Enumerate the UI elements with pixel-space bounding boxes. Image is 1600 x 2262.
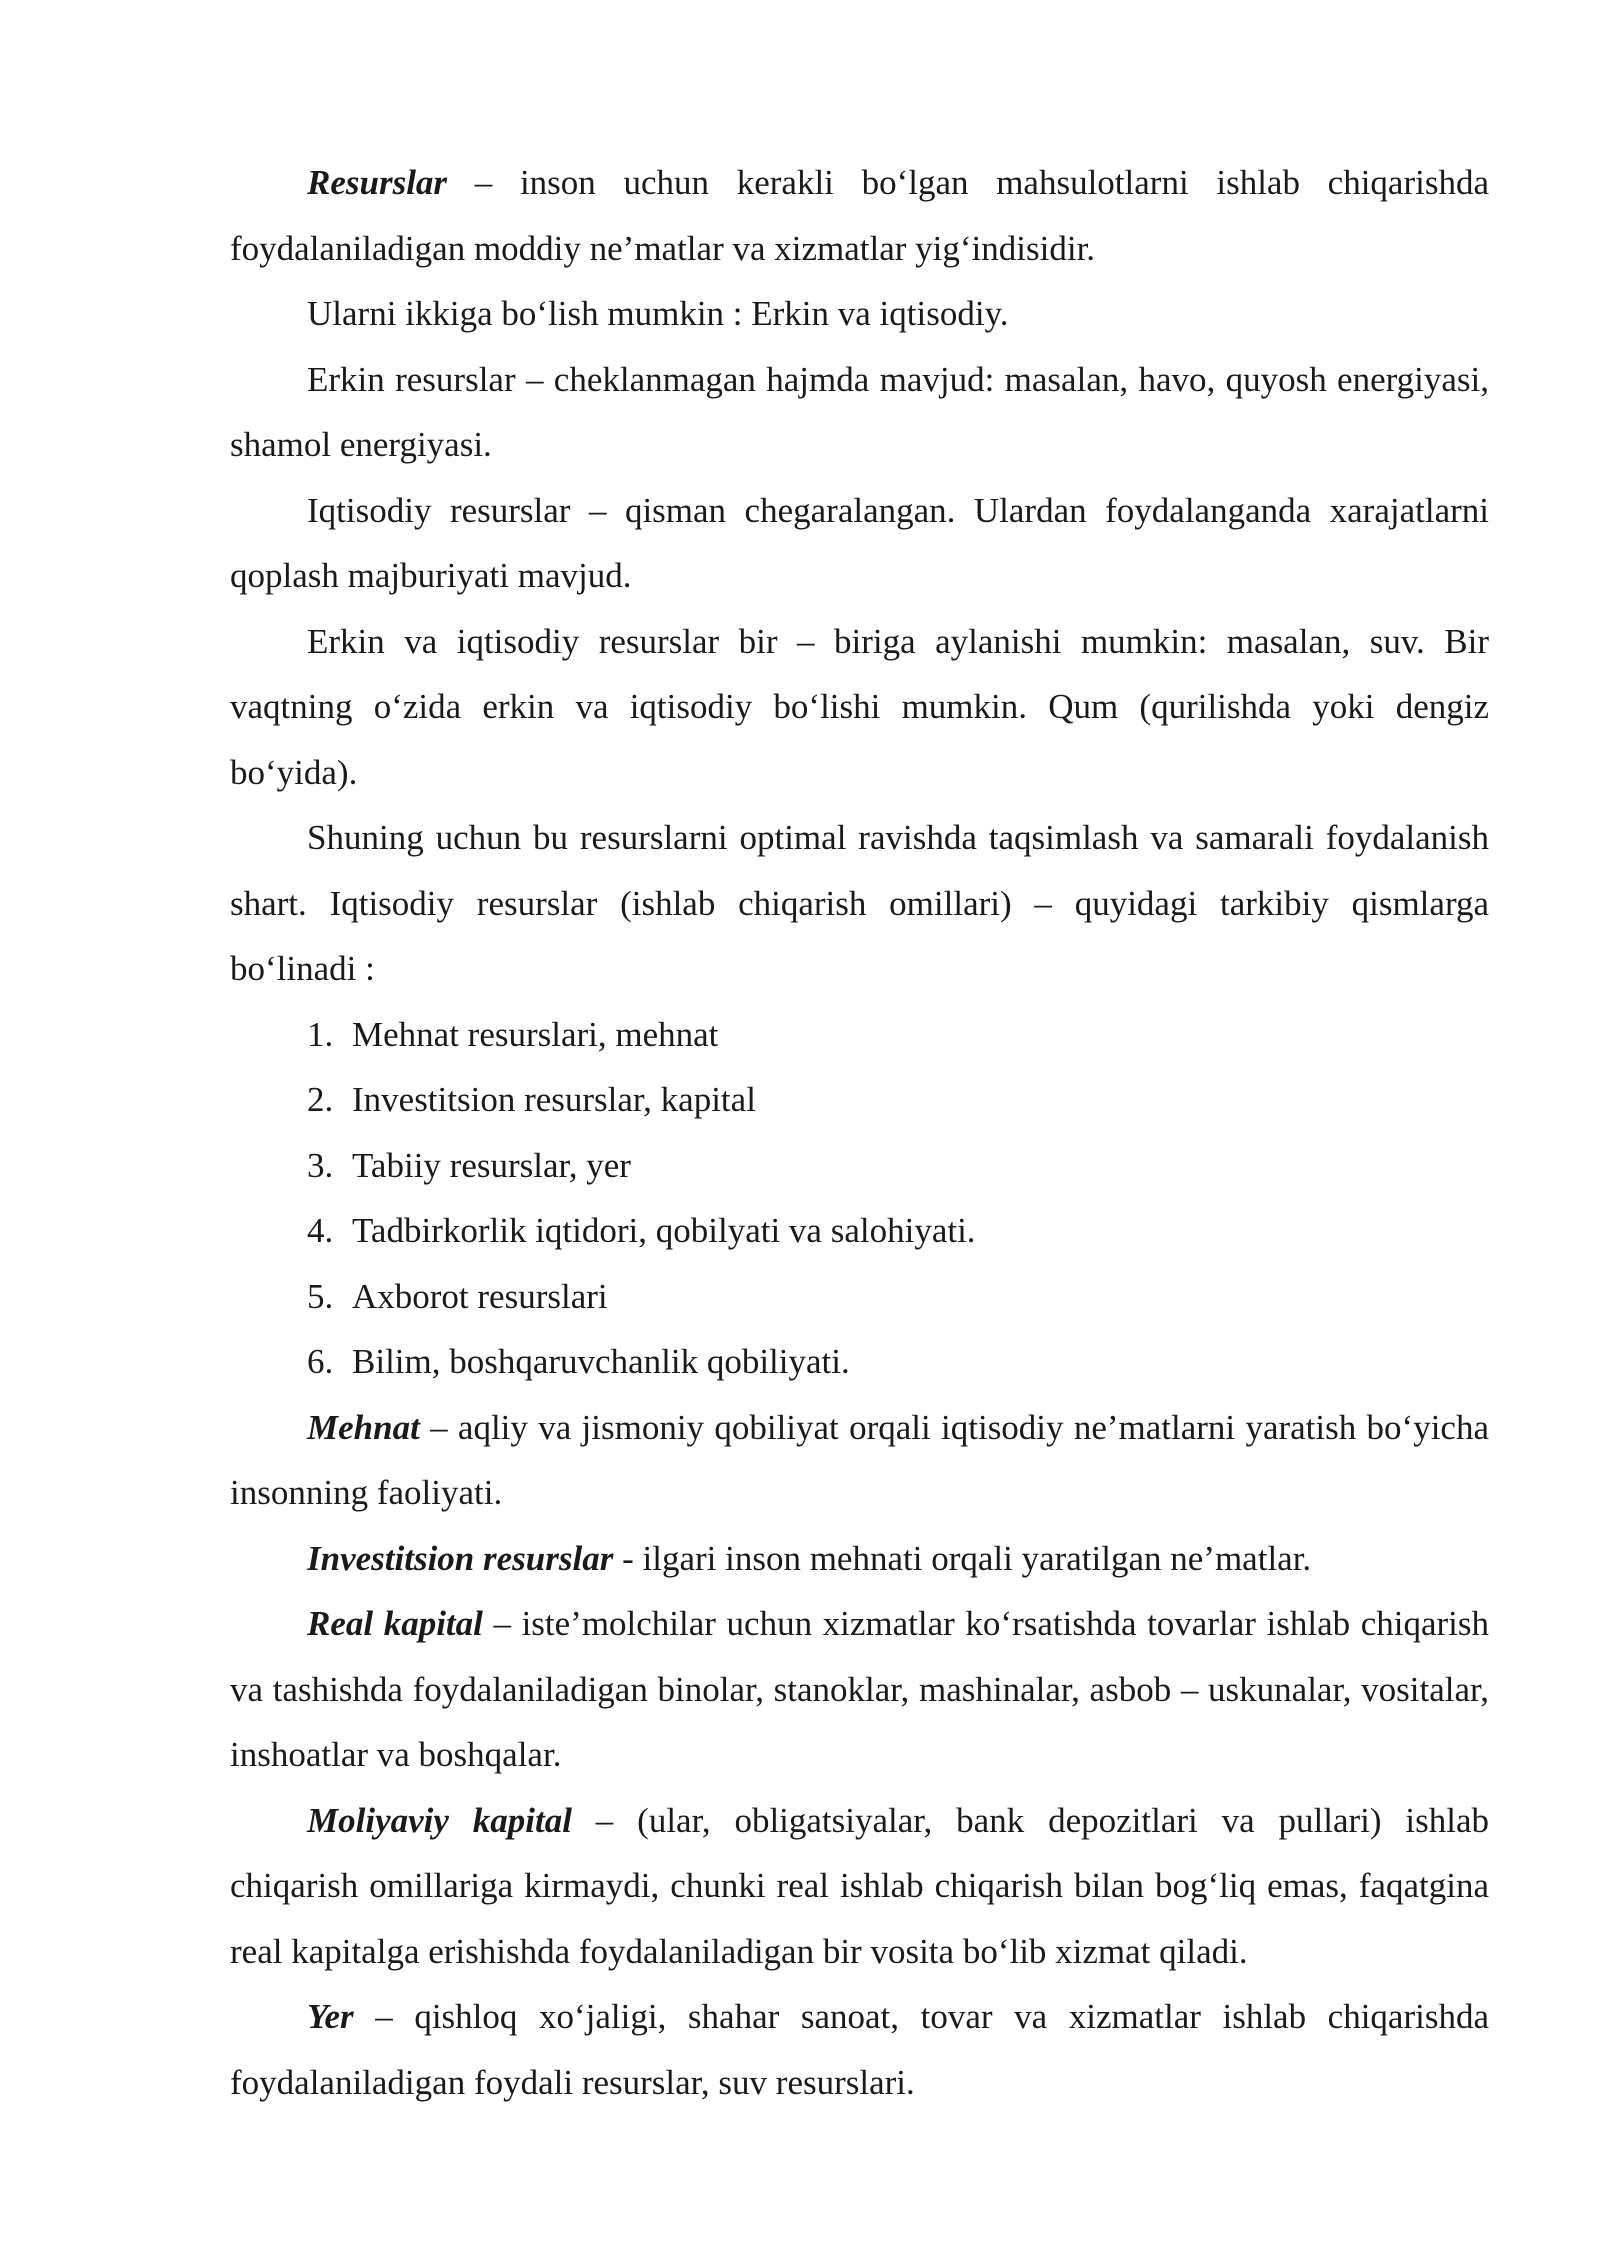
paragraph-aylanishi	[230, 609, 1489, 806]
list-text: Tadbirkorlik iqtidori, qobilyati va salohiyati.	[352, 1211, 976, 1250]
paragraph-real-kapital	[230, 1591, 1489, 1788]
term-real-kapital: Real kapital	[307, 1604, 483, 1643]
paragraph-mehnat	[230, 1395, 1489, 1526]
list-number: 2.	[307, 1080, 334, 1119]
paragraph-text: - ilgari inson mehnati orqali yaratilgan ne’matlar.	[613, 1538, 1312, 1578]
list-item	[230, 1329, 1489, 1395]
paragraph-yer	[230, 1984, 1489, 2115]
term-mehnat: Mehnat	[307, 1407, 420, 1447]
list-text: Axborot resurslari	[352, 1276, 608, 1316]
list-number: 5.	[307, 1276, 334, 1316]
list-item	[230, 1133, 1489, 1199]
term-yer: Yer	[307, 1997, 354, 2036]
paragraph-text: – inson uchun kerakli bo‘lgan mahsulotlarni ishlab chiqarishda foydalaniladigan moddiy ne’matlar va xizmatlar yig‘indisidir.	[230, 163, 1489, 268]
term-investitsion-resurslar: Investitsion resurslar	[307, 1538, 614, 1578]
paragraph-text: Erkin resurslar – cheklanmagan hajmda mavjud: masalan, havo, quyosh energiyasi, shamol energiyasi.	[230, 359, 1489, 464]
list-text: Investitsion resurslar, kapital	[352, 1080, 756, 1119]
paragraph-shuning-uchun	[230, 805, 1489, 1002]
paragraph-erkin-resurslar	[230, 347, 1489, 478]
paragraph-ikkiga	[230, 281, 1489, 347]
paragraph-investitsion	[230, 1526, 1489, 1592]
paragraph-resurslar	[230, 150, 1489, 281]
list-item	[230, 1067, 1489, 1133]
paragraph-text: Iqtisodiy resurslar – qisman chegaralangan. Ulardan foydalanganda xarajatlarni qoplash majburiyati mavjud.	[230, 490, 1489, 595]
paragraph-text: Ularni ikkiga bo‘lish mumkin : Erkin va iqtisodiy.	[307, 294, 1009, 333]
list-text: Bilim, boshqaruvchanlik qobiliyati.	[352, 1342, 850, 1381]
list-text: Tabiiy resurslar, yer	[352, 1145, 631, 1185]
list-item	[230, 1198, 1489, 1264]
list-text: Mehnat resurslari, mehnat	[352, 1014, 719, 1054]
term-moliyaviy-kapital: Moliyaviy kapital	[307, 1800, 572, 1840]
term-resurslar: Resurslar	[307, 163, 448, 202]
document-page	[230, 150, 1489, 2115]
resource-list	[230, 1002, 1489, 1395]
paragraph-text: – qishloq xo‘jaligi, shahar sanoat, tovar va xizmatlar ishlab chiqarishda foydalaniladigan foydali resurslar, suv resurslari.	[230, 1997, 1489, 2102]
list-item	[230, 1002, 1489, 1068]
paragraph-iqtisodiy-resurslar	[230, 478, 1489, 609]
paragraph-text: – aqliy va jismoniy qobiliyat orqali iqtisodiy ne’matlarni yaratish bo‘yicha insonning faoliyati.	[230, 1407, 1489, 1512]
paragraph-text: Erkin va iqtisodiy resurslar bir – biriga aylanishi mumkin: masalan, suv. Bir vaqtning o‘zida erkin va iqtisodiy bo‘lishi mumkin. Qum (qurilishda yoki dengiz bo‘yida).	[230, 621, 1489, 792]
paragraph-text: – iste’molchilar uchun xizmatlar ko‘rsatishda tovarlar ishlab chiqarish va tashishda foydalaniladigan binolar, stanoklar, mashinalar, asbob – uskunalar, vositalar, inshoatlar va boshqalar.	[230, 1604, 1489, 1774]
list-number: 6.	[307, 1342, 334, 1381]
list-number: 3.	[307, 1145, 334, 1185]
paragraph-text: Shuning uchun bu resurslarni optimal ravishda taqsimlash va samarali foydalanish shart. Iqtisodiy resurslar (ishlab chiqarish omillari) – quyidagi tarkibiy qismlarga bo‘linadi :	[230, 818, 1489, 988]
list-item	[230, 1264, 1489, 1330]
paragraph-text: – (ular, obligatsiyalar, bank depozitlari va pullari) ishlab chiqarish omillariga kirmaydi, chunki real ishlab chiqarish bilan bog‘liq emas, faqatgina real kapitalga erishishda foydalaniladigan bir vosita bo‘lib xizmat qiladi.	[230, 1800, 1489, 1971]
list-number: 1.	[307, 1014, 334, 1054]
paragraph-moliyaviy-kapital	[230, 1788, 1489, 1985]
list-number: 4.	[307, 1211, 334, 1250]
